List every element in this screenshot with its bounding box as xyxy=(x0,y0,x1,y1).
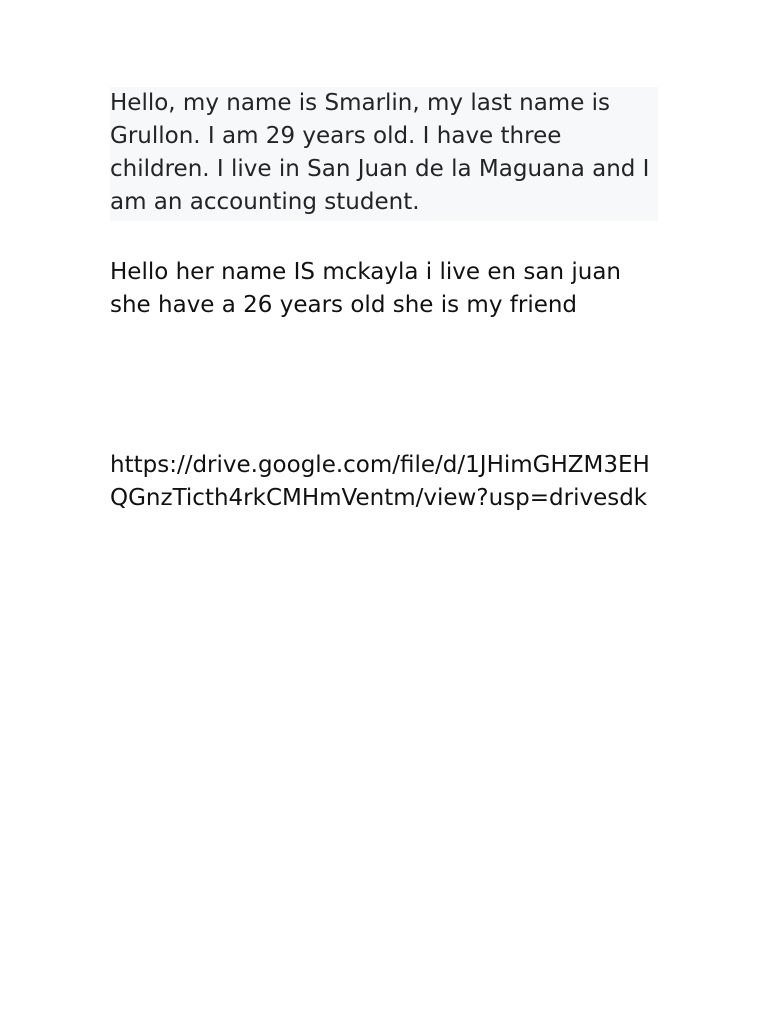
drive-link-text[interactable]: https://drive.google.com/file/d/1JHimGHZM3EHQGnzTicth4rkCMHmVentm/view?usp=drivesdk xyxy=(110,452,650,511)
friend-paragraph: Hello her name IS mckayla i live en san juan she have a 26 years old she is my friend xyxy=(110,259,621,318)
intro-paragraph: Hello, my name is Smarlin, my last name is Grullon. I am 29 years old. I have three children. I live in San Juan de la Maguana and I am an accounting student. xyxy=(110,87,658,221)
